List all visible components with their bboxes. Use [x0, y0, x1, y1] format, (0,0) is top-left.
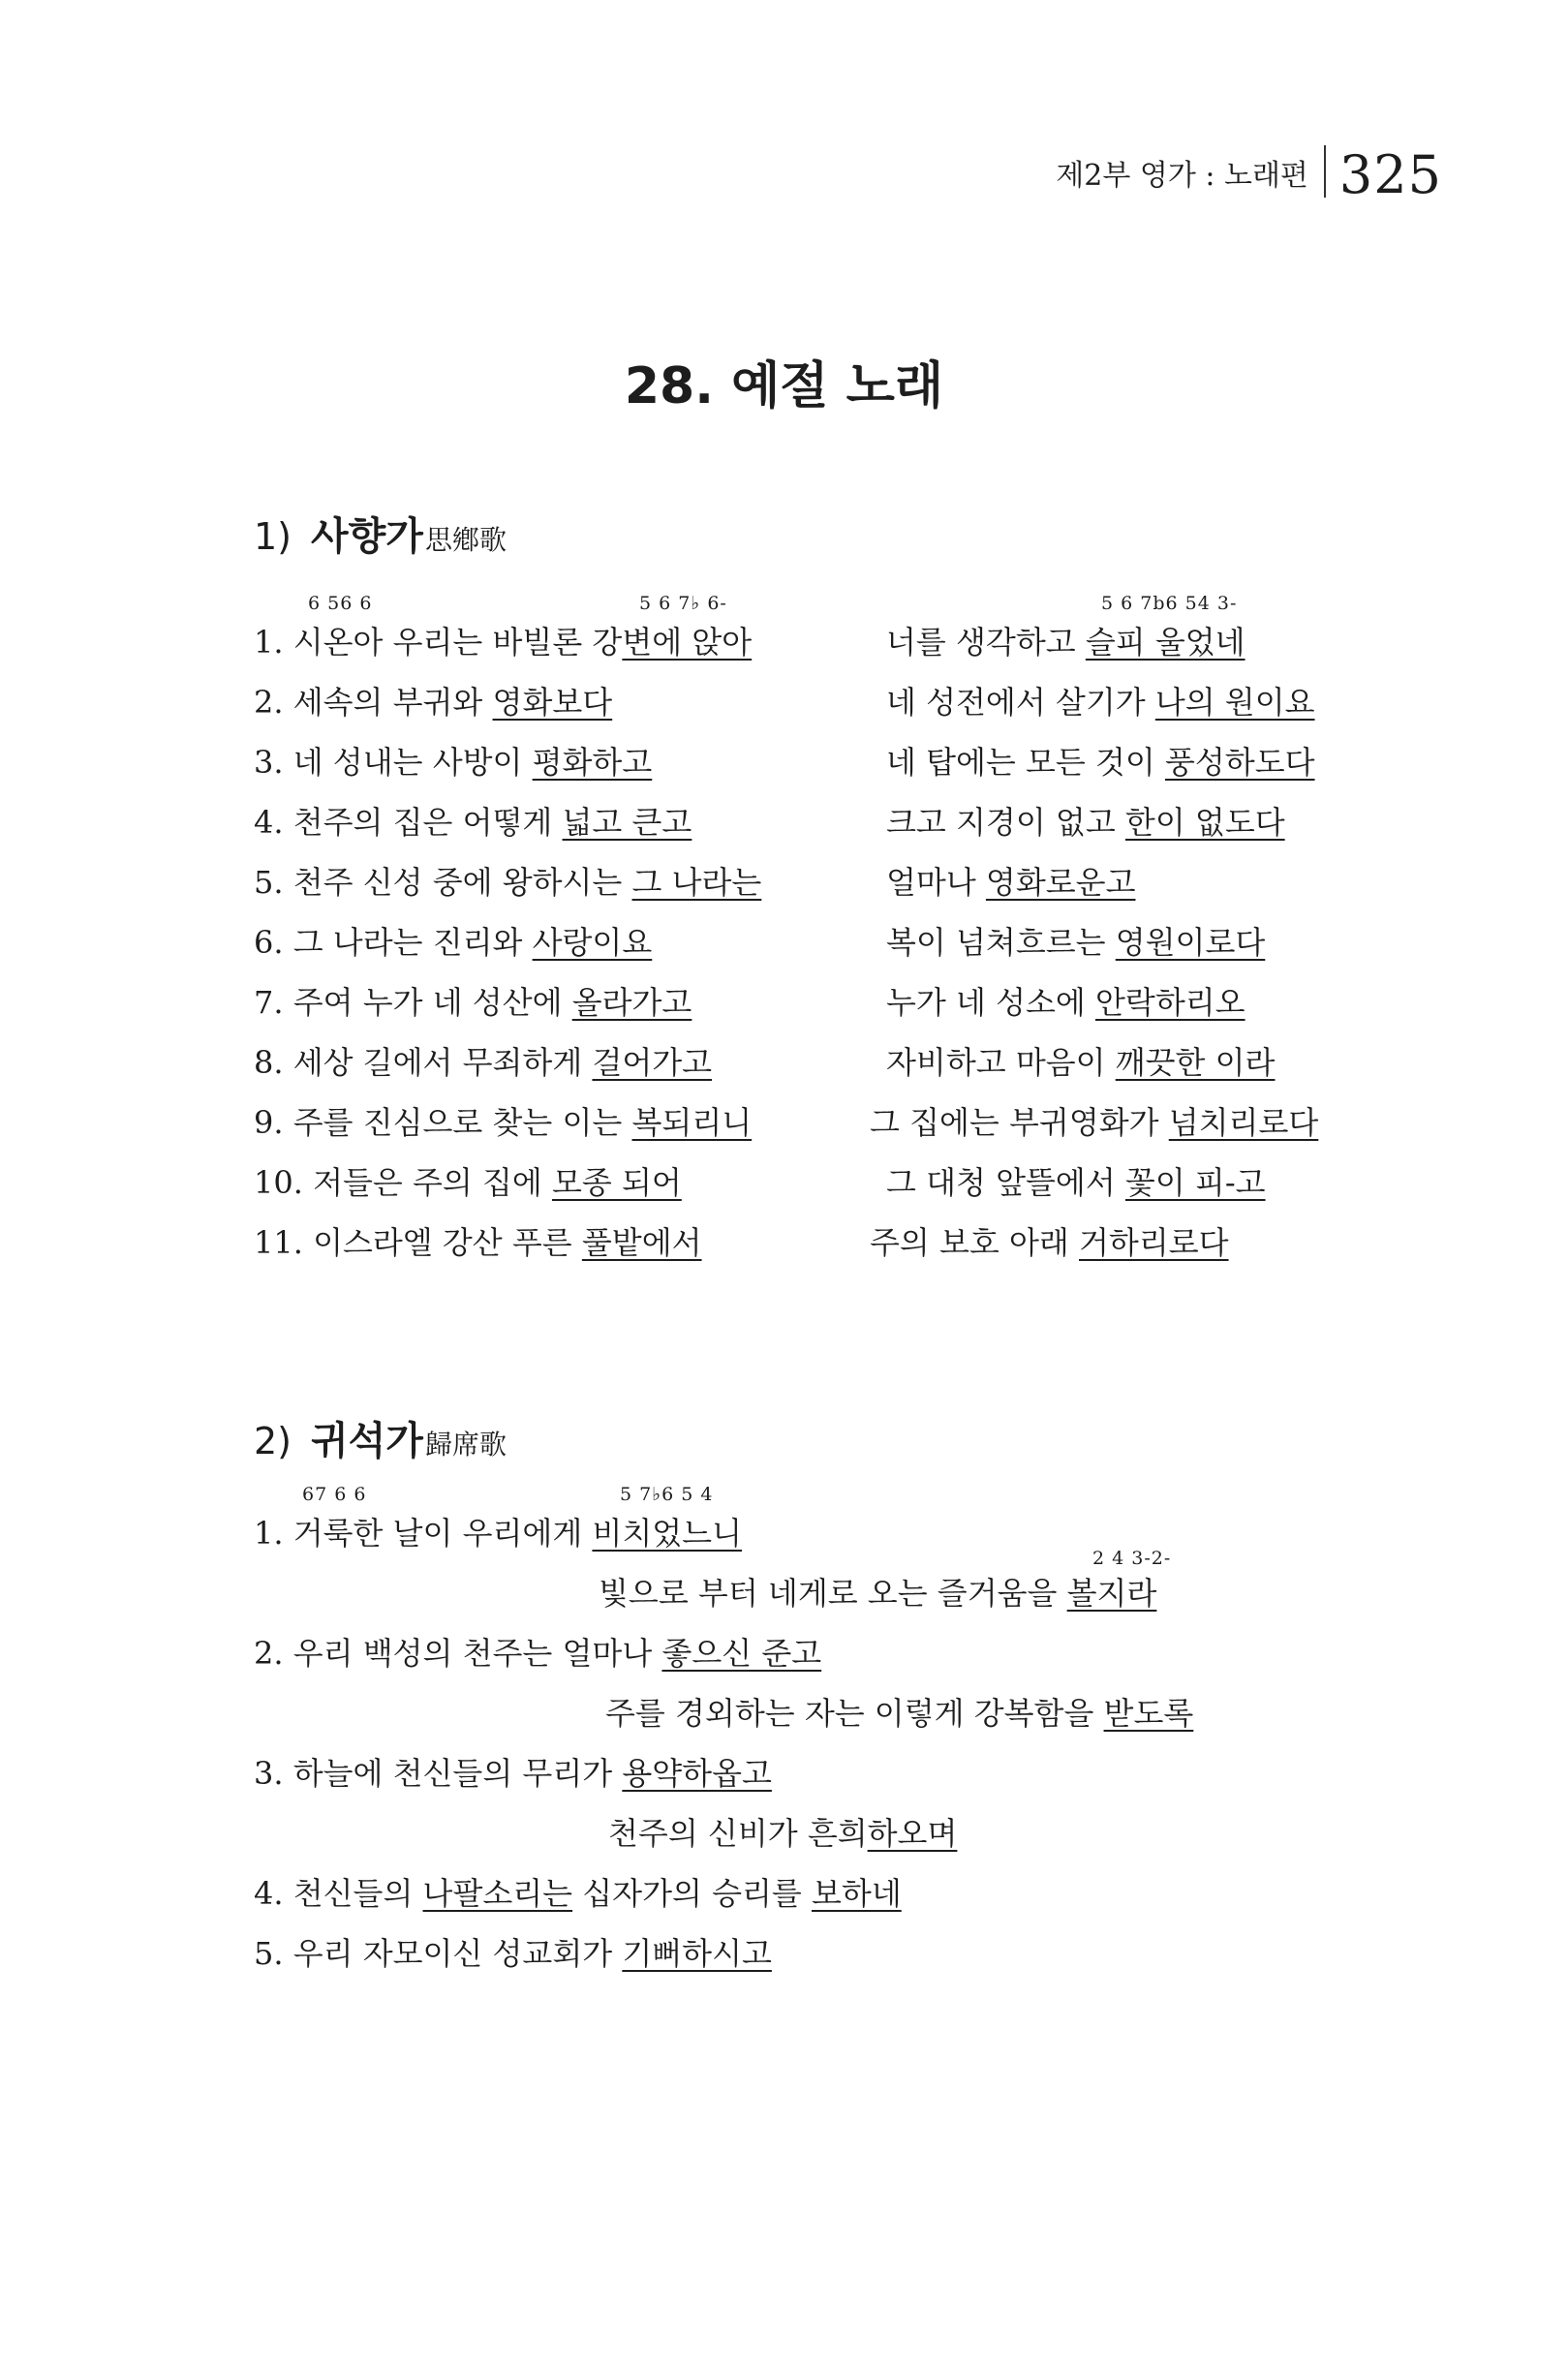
header-section-title: 제2부 영가 : 노래편 — [1056, 159, 1308, 193]
verse-line: 네 탑에는 모든 것이 풍성하도다 — [886, 744, 1315, 781]
verse-line: 4. 천주의 집은 어떻게 넓고 큰고 — [254, 804, 692, 841]
verse-line: 2. 세속의 부귀와 영화보다 — [254, 684, 613, 721]
section-number: 2) — [254, 1420, 292, 1462]
verse-line: 주의 보호 아래 거하리로다 — [870, 1224, 1229, 1261]
verse-line: 주를 경외하는 자는 이렇게 강복함을 받도록 — [605, 1695, 1194, 1732]
verse-line: 크고 지경이 없고 한이 없도다 — [886, 804, 1285, 841]
verse-line: 그 집에는 부귀영화가 넘치리로다 — [870, 1104, 1319, 1141]
music-notes: 2 4 3-2- — [1092, 1548, 1172, 1569]
verse-line: 1. 거룩한 날이 우리에게 비치었느니 — [254, 1515, 742, 1552]
music-notes: 5 6 7♭ 6- — [639, 593, 727, 614]
verse-line: 얼마나 영화로운고 — [886, 864, 1136, 901]
verse-line: 빛으로 부터 네게로 오는 즐거움을 볼지라 — [599, 1575, 1157, 1612]
music-notes: 5 6 7b6 54 3- — [1101, 593, 1238, 614]
verse-line: 네 성전에서 살기가 나의 원이요 — [886, 684, 1315, 721]
verse-line: 9. 주를 진심으로 찾는 이는 복되리니 — [254, 1104, 753, 1141]
running-header — [1056, 144, 1442, 205]
music-notes: 5 7♭6 5 4 — [620, 1484, 714, 1505]
section-number: 1) — [254, 515, 292, 558]
header-divider — [1324, 145, 1326, 198]
verse-line: 10. 저들은 주의 집에 모종 되어 — [254, 1164, 682, 1201]
verse-line: 그 대청 앞뜰에서 꽃이 피-고 — [886, 1164, 1266, 1201]
verse-line: 누가 네 성소에 안락하리오 — [886, 984, 1245, 1021]
section-hanja: 歸席歌 — [424, 1429, 507, 1461]
page-number: 325 — [1338, 144, 1442, 205]
section-hanja: 思鄕歌 — [424, 524, 507, 556]
verse-line: 너를 생각하고 슬피 울었네 — [886, 624, 1245, 661]
verse-line: 7. 주여 누가 네 성산에 올라가고 — [254, 984, 692, 1021]
music-notes: 67 6 6 — [302, 1484, 367, 1505]
verse-line: 6. 그 나라는 진리와 사랑이요 — [254, 924, 653, 961]
section-heading-2 — [254, 1410, 507, 1465]
section-heading-1 — [254, 506, 507, 561]
verse-line: 4. 천신들의 나팔소리는 십자가의 승리를 보하네 — [254, 1875, 902, 1912]
verse-line: 5. 천주 신성 중에 왕하시는 그 나라는 — [254, 864, 762, 901]
verse-line: 5. 우리 자모이신 성교회가 기뻐하시고 — [254, 1935, 772, 1972]
verse-line: 8. 세상 길에서 무죄하게 걸어가고 — [254, 1044, 713, 1081]
page-title: 28. 예절 노래 — [624, 357, 944, 415]
verse-line: 1. 시온아 우리는 바빌론 강변에 앉아 — [254, 624, 753, 661]
section-name: 사향가 — [311, 514, 423, 559]
verse-line: 11. 이스라엘 강산 푸른 풀밭에서 — [254, 1224, 702, 1261]
music-notes: 6 56 6 — [308, 593, 373, 614]
verse-line: 복이 넘쳐흐르는 영원이로다 — [886, 924, 1266, 961]
section-name: 귀석가 — [311, 1419, 423, 1463]
verse-line: 2. 우리 백성의 천주는 얼마나 좋으신 준고 — [254, 1635, 822, 1672]
verse-line: 자비하고 마음이 깨끗한 이라 — [886, 1044, 1276, 1081]
verse-line: 3. 하늘에 천신들의 무리가 용약하옵고 — [254, 1755, 772, 1792]
verse-line: 천주의 신비가 흔희하오며 — [608, 1815, 958, 1852]
verse-line: 3. 네 성내는 사방이 평화하고 — [254, 744, 653, 781]
